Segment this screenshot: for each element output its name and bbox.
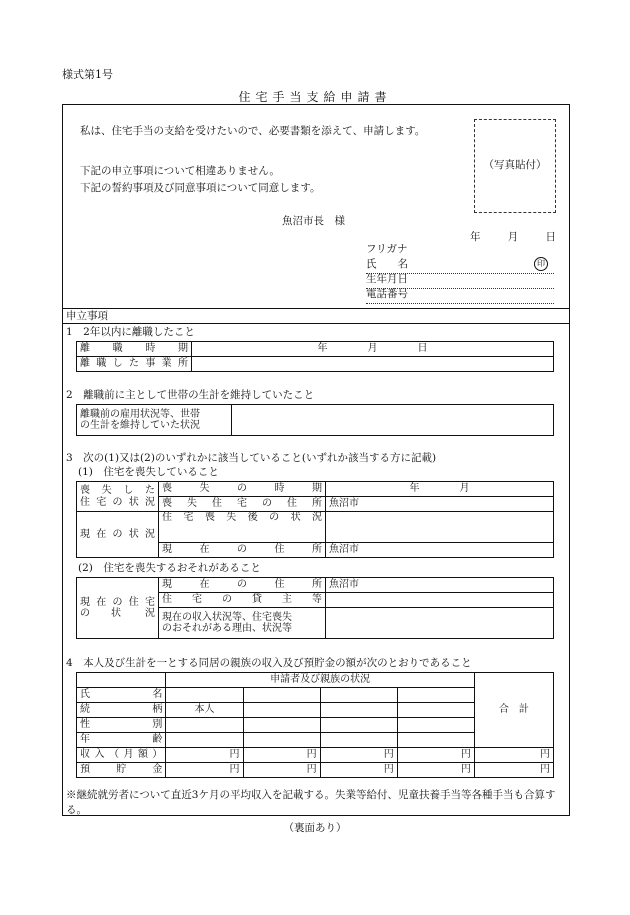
section-3-2-table <box>76 577 554 639</box>
family-header: 申請者及び親族の状況 <box>166 673 474 688</box>
header-divider <box>62 308 570 309</box>
former-employer-field[interactable] <box>192 357 554 372</box>
row-savings-label: 預貯金 <box>77 763 166 778</box>
loss-time-field[interactable]: 年 月 <box>326 482 554 497</box>
section-3-heading: 3 次の(1)又は(2)のいずれかに該当していること(いずれか該当する方に記載) <box>66 452 437 464</box>
loss-time-label: 喪失の時期 <box>159 482 326 497</box>
furigana-label: フリガナ <box>366 243 408 255</box>
birthdate-field[interactable] <box>366 273 554 289</box>
savings-col-3[interactable]: 円 <box>320 763 397 778</box>
after-loss-field[interactable] <box>326 512 554 543</box>
birthdate-label: 生年月日 <box>366 273 408 285</box>
row-age-label: 年齢 <box>77 733 166 748</box>
name-col-1[interactable] <box>166 688 243 703</box>
total-header: 合 計 <box>474 673 553 748</box>
current-address-label: 現在の住所 <box>159 543 326 558</box>
intro-paragraph: 私は、住宅手当の支給を受けたいので、必要書類を添えて、申請します。 <box>80 125 426 137</box>
savings-col-4[interactable]: 円 <box>397 763 474 778</box>
age-col-3[interactable] <box>320 733 397 748</box>
row-sex-label: 性別 <box>77 718 166 733</box>
row-income-label: 収入（月額） <box>77 748 166 763</box>
income-col-2[interactable]: 円 <box>243 748 320 763</box>
name-label: 氏 名 <box>366 258 408 270</box>
name-col-3[interactable] <box>320 688 397 703</box>
year-label: 年 <box>470 231 481 243</box>
savings-total[interactable]: 円 <box>474 763 553 778</box>
resignation-date-field[interactable]: 年 月 日 <box>192 342 554 357</box>
income-situation-field[interactable] <box>326 608 554 639</box>
relation-col-2[interactable] <box>243 703 320 718</box>
age-col-4[interactable] <box>397 733 474 748</box>
section-2-table <box>76 404 554 436</box>
resignation-date-label: 離職時期 <box>77 342 192 357</box>
month-label: 月 <box>507 231 519 243</box>
current-status-label: 現在の状況 <box>77 512 159 558</box>
section-3-sub1: (1) 住宅を喪失していること <box>78 466 219 478</box>
section-header: 申立事項 <box>66 310 108 322</box>
sex-col-2[interactable] <box>243 718 320 733</box>
savings-col-2[interactable]: 円 <box>243 763 320 778</box>
lost-housing-label: 喪失した 住宅の状況 <box>77 482 159 512</box>
landlord-label: 住宅の貸主等 <box>159 593 326 608</box>
section-1-table <box>76 341 554 372</box>
section-2-heading: 2 離職前に主として世帯の生計を維持していたこと <box>66 389 315 401</box>
relation-col-3[interactable] <box>320 703 397 718</box>
phone-label: 電話番号 <box>366 288 408 300</box>
sex-col-1[interactable] <box>166 718 243 733</box>
section-4-table <box>76 672 554 778</box>
day-label: 日 <box>545 231 556 243</box>
photo-box[interactable] <box>474 119 556 213</box>
declaration-2: 下記の誓約事項及び同意事項について同意します。 <box>80 182 321 194</box>
form-number: 様式第1号 <box>62 68 113 81</box>
name-col-2[interactable] <box>243 688 320 703</box>
sex-col-4[interactable] <box>397 718 474 733</box>
section-4-heading: 4 本人及び生計を一とする同居の親族の収入及び預貯金の額が次のとおりであること <box>66 657 472 669</box>
name-field[interactable] <box>366 258 554 274</box>
income-situation-label: 現在の収入状況等、住宅喪失 のおそれがある理由、状況等 <box>159 608 326 639</box>
section-3-1-table <box>76 481 554 558</box>
sex-col-3[interactable] <box>320 718 397 733</box>
income-total[interactable]: 円 <box>474 748 553 763</box>
current-address-2-label: 現在の住所 <box>159 578 326 593</box>
after-loss-label: 住宅喪失後の状況 <box>159 512 326 543</box>
former-employer-label: 離職した事業所 <box>77 357 192 372</box>
s4-corner <box>77 673 166 688</box>
reverse-side-note: （裏面あり） <box>283 822 347 834</box>
lost-address-label: 喪失住宅の住所 <box>159 497 326 512</box>
age-col-2[interactable] <box>243 733 320 748</box>
photo-label: （写真貼付） <box>483 159 547 172</box>
row-name-label: 氏名 <box>77 688 166 703</box>
footnote: ※継続就労者について直近3ケ月の平均収入を記載する。失業等給付、児童扶養手当等各種手当も合算する。 <box>66 789 556 816</box>
income-col-4[interactable]: 円 <box>397 748 474 763</box>
addressee: 魚沼市長 様 <box>282 215 345 227</box>
current-housing-label: 現在の住宅 の 状況 <box>77 578 159 639</box>
form-title: 住宅手当支給申請書 <box>238 90 392 104</box>
landlord-field[interactable] <box>326 593 554 608</box>
name-col-4[interactable] <box>397 688 474 703</box>
income-col-3[interactable]: 円 <box>320 748 397 763</box>
livelihood-label: 離職前の雇用状況等、世帯 の生計を維持していた状況 <box>77 405 232 436</box>
relation-self: 本人 <box>166 703 243 718</box>
current-address-field[interactable]: 魚沼市 <box>326 543 554 558</box>
relation-col-4[interactable] <box>397 703 474 718</box>
seal-icon: 印 <box>534 257 548 271</box>
current-address-2-field[interactable]: 魚沼市 <box>326 578 554 593</box>
section-1-heading: 1 2年以内に離職したこと <box>66 326 195 338</box>
section-divider <box>62 323 570 324</box>
income-col-1[interactable]: 円 <box>166 748 243 763</box>
phone-field[interactable] <box>366 288 554 304</box>
declaration-1: 下記の申立事項について相違ありません。 <box>80 165 280 177</box>
age-col-1[interactable] <box>166 733 243 748</box>
section-3-sub2: (2) 住宅を喪失するおそれがあること <box>78 562 261 574</box>
row-relation-label: 続柄 <box>77 703 166 718</box>
livelihood-field[interactable] <box>232 405 554 436</box>
furigana-field[interactable] <box>366 243 554 258</box>
savings-col-1[interactable]: 円 <box>166 763 243 778</box>
lost-address-field[interactable]: 魚沼市 <box>326 497 554 512</box>
